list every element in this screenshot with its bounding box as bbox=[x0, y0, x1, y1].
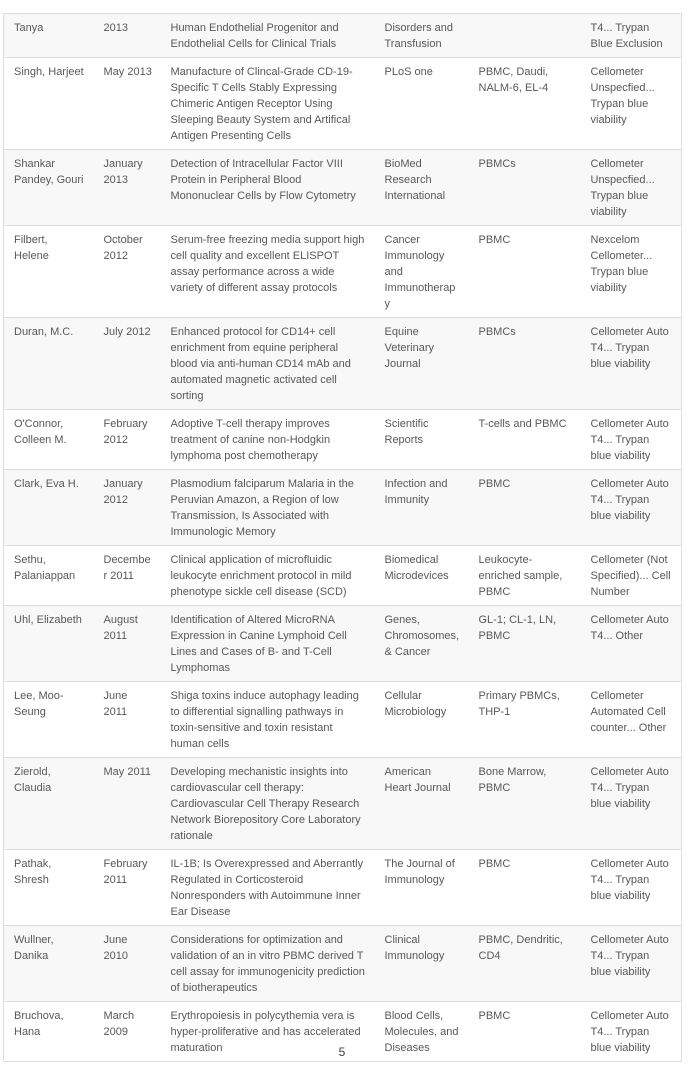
title-cell: Erythropoiesis in polycythemia vera is hyper-proliferative and has accelerated maturation bbox=[170, 1010, 361, 1054]
date-cell: May 2011 bbox=[103, 766, 151, 778]
instrument-method-cell: Cellometer (Not Specified)... Cell Number bbox=[590, 554, 671, 598]
title-cell: Plasmodium falciparum Malaria in the Peruvian Amazon, a Region of low Transmission, Is Associated with Immunologic Memory bbox=[170, 478, 354, 538]
table-row bbox=[4, 758, 682, 850]
sample-type-cell: Bone Marrow, PBMC bbox=[478, 766, 547, 794]
title-cell: Identification of Altered MicroRNA Expression in Canine Lymphoid Cell Lines and Cases of B- and T-Cell Lymphomas bbox=[170, 614, 347, 674]
table-row bbox=[4, 226, 682, 318]
instrument-method-cell: Cellometer Auto T4... Trypan blue viability bbox=[590, 418, 669, 462]
date-cell: January 2013 bbox=[103, 158, 143, 186]
sample-type-cell bbox=[469, 14, 581, 58]
journal-cell: Scientific Reports bbox=[384, 418, 429, 446]
journal-cell: American Heart Journal bbox=[384, 766, 451, 794]
journal-cell: Infection and Immunity bbox=[384, 478, 448, 506]
author-cell: Bruchova, Hana bbox=[14, 1010, 64, 1038]
sample-type-cell: PBMC bbox=[478, 1010, 511, 1022]
author-cell: Duran, M.C. bbox=[14, 326, 74, 338]
date-cell: May 2013 bbox=[103, 66, 152, 78]
journal-cell: Equine Veterinary Journal bbox=[384, 326, 435, 370]
instrument-method-cell: Cellometer Auto T4... Trypan blue viability bbox=[590, 478, 669, 522]
instrument-method-cell: Cellometer Auto T4... Trypan blue viability bbox=[590, 934, 669, 978]
instrument-method-cell: Cellometer Auto T4... Trypan blue viability bbox=[590, 766, 669, 810]
title-cell: Adoptive T-cell therapy improves treatment of canine non-Hodgkin lymphoma post chemotherapy bbox=[170, 418, 331, 462]
table-row bbox=[4, 14, 682, 58]
table-row bbox=[4, 926, 682, 1002]
instrument-method-cell: Cellometer Auto T4... Trypan blue viability bbox=[590, 326, 669, 370]
title-cell: IL-1B; Is Overexpressed and Aberrantly Regulated in Corticosteroid Nonresponders with Autoimmune Inner Ear Disease bbox=[170, 858, 364, 918]
author-cell: Lee, Moo-Seung bbox=[14, 690, 64, 718]
date-cell: March 2009 bbox=[103, 1010, 135, 1038]
date-cell: February 2011 bbox=[103, 858, 148, 886]
author-cell: Tanya bbox=[14, 22, 44, 34]
author-cell: Wullner, Danika bbox=[14, 934, 54, 962]
sample-type-cell: PBMC bbox=[478, 234, 511, 246]
table-row bbox=[4, 410, 682, 470]
table-row bbox=[4, 606, 682, 682]
title-cell: Detection of Intracellular Factor VIII Protein in Peripheral Blood Mononuclear Cells by Flow Cytometry bbox=[170, 158, 356, 202]
date-cell: June 2011 bbox=[103, 690, 128, 718]
sample-type-cell: PBMC bbox=[478, 858, 511, 870]
title-cell: Enhanced protocol for CD14+ cell enrichment from equine peripheral blood via anti-human CD14 mAb and automated magnetic activated cell sorting bbox=[170, 326, 351, 402]
date-cell: February 2012 bbox=[103, 418, 148, 446]
journal-cell: Genes, Chromosomes, & Cancer bbox=[384, 614, 460, 658]
sample-type-cell: PBMC bbox=[478, 478, 511, 490]
author-cell: Pathak, Shresh bbox=[14, 858, 52, 886]
author-cell: Shankar Pandey, Gouri bbox=[14, 158, 84, 186]
title-cell: Clinical application of microfluidic leukocyte enrichment protocol in mild phenotype sickle cell disease (SCD) bbox=[170, 554, 352, 598]
date-cell: July 2012 bbox=[103, 326, 151, 338]
table-row bbox=[4, 58, 682, 150]
journal-cell: BioMed Research International bbox=[384, 158, 446, 202]
journal-cell: Blood Cells, Molecules, and Diseases bbox=[384, 1010, 459, 1054]
document-page bbox=[0, 13, 700, 1079]
page-number: 5 bbox=[338, 1045, 346, 1059]
date-cell: June 2010 bbox=[103, 934, 128, 962]
journal-cell: Cancer Immunology and Immunotherapy bbox=[384, 234, 456, 310]
journal-cell: Disorders and Transfusion bbox=[384, 22, 453, 50]
sample-type-cell: PBMC, Dendritic, CD4 bbox=[478, 934, 563, 962]
title-cell: Human Endothelial Progenitor and Endothelial Cells for Clinical Trials bbox=[170, 22, 339, 50]
sample-type-cell: T-cells and PBMC bbox=[478, 418, 567, 430]
author-cell: Uhl, Elizabeth bbox=[14, 614, 82, 626]
title-cell: Manufacture of Clincal-Grade CD-19-Specific T Cells Stably Expressing Chimeric Antigen Receptor Using Sleeping Beauty System and Artifical Antigen Presenting Cells bbox=[170, 66, 353, 142]
table-row bbox=[4, 470, 682, 546]
table-row bbox=[4, 318, 682, 410]
title-cell: Considerations for optimization and validation of an in vitro PBMC derived T cell assay for immunogenicity prediction of biotherapeutics bbox=[170, 934, 365, 994]
sample-type-cell: GL-1; CL-1, LN, PBMC bbox=[478, 614, 557, 642]
sample-type-cell: PBMC, Daudi, NALM-6, EL-4 bbox=[478, 66, 549, 94]
instrument-method-cell: Nexcelom Cellometer... Trypan blue viability bbox=[590, 234, 653, 294]
table-body bbox=[4, 14, 682, 1062]
sample-type-cell: Leukocyte-enriched sample, PBMC bbox=[478, 554, 563, 598]
instrument-method-cell: Cellometer Unspecfied... Trypan blue viability bbox=[590, 158, 655, 218]
journal-cell: Clinical Immunology bbox=[384, 934, 445, 962]
author-cell: Filbert, Helene bbox=[14, 234, 49, 262]
sample-type-cell: PBMCs bbox=[478, 326, 516, 338]
date-cell: December 2011 bbox=[103, 554, 151, 582]
table-row bbox=[4, 682, 682, 758]
journal-cell: PLoS one bbox=[384, 66, 433, 78]
author-cell: Clark, Eva H. bbox=[14, 478, 79, 490]
instrument-method-cell: Cellometer Auto T4... Other bbox=[590, 614, 669, 642]
author-cell: O'Connor, Colleen M. bbox=[14, 418, 67, 446]
sample-type-cell: Primary PBMCs, THP-1 bbox=[478, 690, 560, 718]
title-cell: Serum-free freezing media support high cell quality and excellent ELISPOT assay performance across a wide variety of different assay protocols bbox=[170, 234, 365, 294]
title-cell: Shiga toxins induce autophagy leading to differential signalling pathways in toxin-sensitive and toxin resistant human cells bbox=[170, 690, 359, 750]
journal-cell: Biomedical Microdevices bbox=[384, 554, 449, 582]
table-row bbox=[4, 850, 682, 926]
date-cell: 2013 bbox=[103, 22, 128, 34]
instrument-method-cell: Cellometer Auto T4... Trypan blue viability bbox=[590, 858, 669, 902]
journal-cell: The Journal of Immunology bbox=[384, 858, 455, 886]
table-row bbox=[4, 150, 682, 226]
sample-type-cell: PBMCs bbox=[478, 158, 516, 170]
author-cell: Singh, Harjeet bbox=[14, 66, 84, 78]
instrument-method-cell: T4... Trypan Blue Exclusion bbox=[590, 22, 663, 50]
instrument-method-cell: Cellometer Automated Cell counter... Other bbox=[590, 690, 667, 734]
author-cell: Zierold, Claudia bbox=[14, 766, 52, 794]
publications-table bbox=[3, 13, 682, 1062]
instrument-method-cell: Cellometer Auto T4... Trypan blue viability bbox=[590, 1010, 669, 1054]
date-cell: October 2012 bbox=[103, 234, 143, 262]
instrument-method-cell: Cellometer Unspecfied... Trypan blue viability bbox=[590, 66, 655, 126]
date-cell: August 2011 bbox=[103, 614, 138, 642]
title-cell: Developing mechanistic insights into cardiovascular cell therapy: Cardiovascular Cell Therapy Research Network Biorepository Core Laboratory rationale bbox=[170, 766, 361, 842]
table-row bbox=[4, 546, 682, 606]
journal-cell: Cellular Microbiology bbox=[384, 690, 447, 718]
date-cell: January 2012 bbox=[103, 478, 143, 506]
author-cell: Sethu, Palaniappan bbox=[14, 554, 76, 582]
